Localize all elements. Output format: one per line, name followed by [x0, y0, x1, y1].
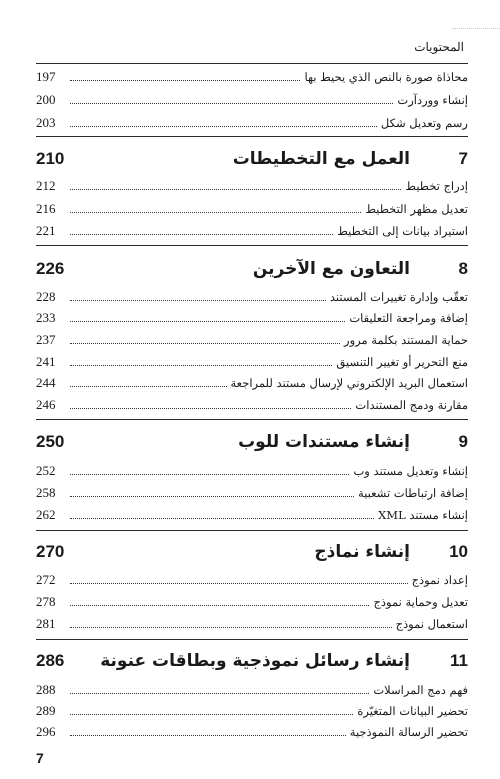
chapter-number: 7: [458, 149, 468, 168]
toc-entry: [36, 91, 468, 109]
entry-title: حماية المستند بكلمة مرور: [344, 333, 468, 347]
entry-title: تعديل مظهر التخطيط: [365, 202, 468, 216]
entry-page: 281: [36, 616, 56, 631]
entry-title: إضافة ارتباطات تشعبية: [358, 486, 468, 500]
dot-leader: [70, 704, 353, 715]
dot-leader: [70, 398, 351, 409]
entry-page: 272: [36, 572, 56, 587]
toc-entry: [36, 681, 468, 699]
dot-leader: [70, 595, 369, 606]
entry-title: محاذاة صورة بالنص الذي يحيط بها: [304, 70, 468, 84]
toc-entry: [36, 484, 468, 502]
toc-entry: [36, 374, 468, 392]
chapter-heading: [36, 537, 468, 567]
chapter-page: 226: [36, 259, 65, 278]
toc-entry: [36, 177, 468, 195]
chapter-number: 11: [450, 651, 468, 670]
section-rule: [36, 419, 468, 420]
toc-entry: [36, 396, 468, 414]
toc-entry: [36, 309, 468, 327]
entry-page: 237: [36, 332, 56, 347]
chapter-page: 250: [36, 432, 65, 451]
entry-title: استعمال البريد الإلكتروني لإرسال مستند للمراجعة: [230, 376, 468, 390]
entry-title: إنشاء وتعديل مستند وب: [353, 464, 468, 478]
entry-page: 288: [36, 682, 56, 697]
dot-leader: [70, 573, 408, 584]
dot-leader: [70, 464, 349, 475]
dot-leader: [70, 508, 374, 519]
entry-title: فهم دمج المراسلات: [373, 683, 468, 697]
dot-leader: [70, 683, 369, 694]
entry-title: رسم وتعديل شكل: [380, 116, 468, 130]
chapter-number: 8: [458, 259, 468, 278]
chapter-heading: [36, 144, 468, 174]
entry-page: 221: [36, 223, 56, 238]
toc-entry: [36, 288, 468, 306]
entry-title: تحضير البيانات المتغيّرة: [357, 704, 468, 718]
dot-leader: [70, 116, 377, 127]
toc-entry: [36, 462, 468, 480]
dot-leader: [70, 290, 326, 301]
chapter-number: 9: [458, 432, 468, 451]
entry-page: 216: [36, 201, 56, 216]
toc-entry: [36, 723, 468, 741]
entry-title: استيراد بيانات إلى التخطيط: [337, 224, 468, 238]
entry-page: 244: [36, 375, 56, 390]
entry-title: إدراج تخطيط: [405, 179, 468, 193]
dot-leader: [70, 70, 300, 81]
dot-leader: [70, 486, 354, 497]
running-head: المحتويات: [414, 40, 464, 54]
chapter-heading: [36, 254, 468, 284]
entry-page: 252: [36, 463, 56, 478]
toc-entry: [36, 331, 468, 349]
entry-title: تعديل وحماية نموذج: [373, 595, 468, 609]
chapter-heading: [36, 427, 468, 457]
section-rule: [36, 245, 468, 246]
toc-entry: [36, 114, 468, 132]
toc-entry: [36, 68, 468, 86]
section-rule: [36, 530, 468, 531]
chapter-number: 10: [449, 542, 468, 561]
entry-page: 278: [36, 594, 56, 609]
chapter-title: إنشاء مستندات للوب: [238, 432, 410, 452]
dot-leader: [70, 376, 227, 387]
entry-page: 228: [36, 289, 56, 304]
entry-page: 203: [36, 115, 56, 130]
toc-entry: [36, 615, 468, 633]
entry-page: 241: [36, 354, 56, 369]
dot-leader: [70, 725, 346, 736]
dot-leader: [70, 617, 392, 628]
entry-page: 262: [36, 507, 56, 522]
dot-leader: [70, 224, 333, 235]
section-rule: [36, 639, 468, 640]
entry-page: 233: [36, 310, 56, 325]
chapter-title: العمل مع التخطيطات: [232, 149, 410, 169]
entry-page: 289: [36, 703, 56, 718]
entry-title: إنشاء ووردآرت: [397, 93, 468, 107]
entry-title: منع التحرير أو تغيير التنسيق: [336, 355, 468, 369]
entry-title: تعقّب وإدارة تغييرات المستند: [329, 290, 468, 304]
toc-entry: [36, 200, 468, 218]
chapter-title: إنشاء نماذج: [314, 542, 410, 562]
top-rule: [36, 63, 468, 64]
chapter-page: 270: [36, 542, 65, 561]
chapter-title: التعاون مع الآخرين: [252, 259, 410, 279]
entry-title: إعداد نموذج: [411, 573, 468, 587]
entry-page: 246: [36, 397, 56, 412]
entry-title: إضافة ومراجعة التعليقات: [349, 311, 468, 325]
chapter-heading: [36, 646, 468, 676]
dot-leader: [70, 179, 401, 190]
entry-page: 258: [36, 485, 56, 500]
entry-title: مقارنة ودمج المستندات: [355, 398, 468, 412]
dot-leader: [70, 355, 332, 366]
section-rule: [36, 136, 468, 137]
toc-entry: [36, 222, 468, 240]
chapter-title: إنشاء رسائل نموذجية وبطاقات عنونة: [100, 651, 410, 671]
entry-page: 200: [36, 92, 56, 107]
entry-page: 296: [36, 724, 56, 739]
dot-leader: [70, 311, 345, 322]
toc-entry: [36, 571, 468, 589]
page-number: 7: [36, 750, 44, 766]
chapter-page: 286: [36, 651, 65, 670]
chapter-page: 210: [36, 149, 65, 168]
entry-title: إنشاء مستند XML: [378, 508, 468, 522]
dot-leader: [70, 202, 361, 213]
toc-entry: [36, 506, 468, 524]
entry-page: 212: [36, 178, 56, 193]
dot-leader: [70, 333, 340, 344]
entry-title: تحضير الرسالة النموذجية: [349, 725, 468, 739]
toc-entry: [36, 702, 468, 720]
scan-artifact: [452, 28, 500, 31]
entry-title: استعمال نموذج: [395, 617, 468, 631]
toc-entry: [36, 353, 468, 371]
toc-entry: [36, 593, 468, 611]
entry-page: 197: [36, 69, 56, 84]
dot-leader: [70, 93, 393, 104]
